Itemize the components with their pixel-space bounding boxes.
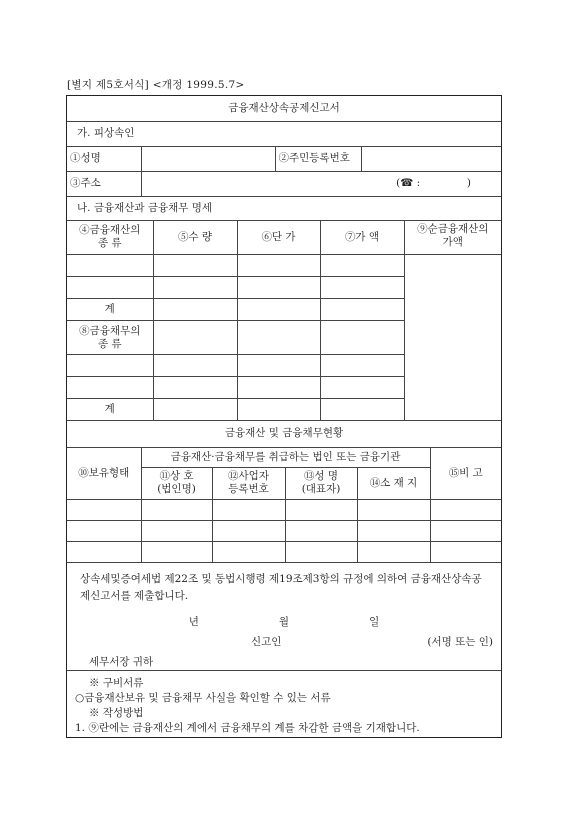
debt-row-cell[interactable]: [237, 377, 320, 399]
form-frame: [66, 95, 502, 738]
asset-row-cell[interactable]: [320, 255, 404, 277]
asset-row-cell[interactable]: [67, 255, 153, 277]
net-value-header: ⑨순금융재산의 가액: [404, 221, 501, 255]
quantity-header: ⑤수 량: [153, 221, 237, 255]
section-assets-label: 나. 금융재산과 금융채무 명세: [77, 201, 213, 214]
status-cell[interactable]: [285, 520, 357, 541]
rrn-field[interactable]: [361, 146, 501, 171]
debt-subtotal-label: 계: [67, 399, 153, 421]
status-cell[interactable]: [141, 520, 212, 541]
rrn-label: ②주민등록번호: [278, 152, 350, 164]
status-cell[interactable]: [285, 499, 357, 520]
holding-type-header: ⑩보유형태: [67, 447, 141, 499]
address-label: ③주소: [70, 177, 101, 189]
asset-subtotal-cell[interactable]: [153, 299, 237, 321]
signature-label: (서명 또는 인): [427, 635, 493, 648]
declaration-block: [67, 563, 501, 671]
debt-subtotal-cell[interactable]: [153, 399, 237, 421]
status-cell[interactable]: [357, 520, 430, 541]
notes-block: [67, 671, 501, 735]
name-label: ①성명: [70, 152, 101, 164]
asset-subtotal-label: 계: [67, 299, 153, 321]
asset-row-cell[interactable]: [153, 255, 237, 277]
status-cell[interactable]: [67, 499, 141, 520]
debt-row-cell[interactable]: [320, 377, 404, 399]
debt-row-cell[interactable]: [153, 355, 237, 377]
reporter-label: 신고인: [251, 635, 282, 648]
status-cell[interactable]: [212, 499, 285, 520]
status-table: [67, 421, 501, 563]
name-field[interactable]: [141, 146, 275, 171]
location-header: ⑭소 재 지: [357, 467, 430, 499]
debt-row-cell[interactable]: [320, 355, 404, 377]
asset-row-cell[interactable]: [320, 277, 404, 299]
method-item: 1. ⑨란에는 금융재산의 계에서 금융채무의 계를 차감한 금액을 기재합니다.: [75, 721, 420, 734]
value-header: ⑦가 액: [320, 221, 404, 255]
debt-subtotal-cell[interactable]: [320, 399, 404, 421]
phone-label: (☎ : ): [396, 177, 471, 189]
biz-number-header: ⑫사업자 등록번호: [212, 467, 285, 499]
debt-row-cell[interactable]: [67, 355, 153, 377]
address-field[interactable]: [141, 171, 501, 196]
assets-debts-table: [67, 221, 501, 422]
status-cell[interactable]: [357, 541, 430, 562]
status-cell[interactable]: [430, 520, 501, 541]
required-docs-title: ※ 구비서류: [89, 676, 144, 689]
status-cell[interactable]: [212, 520, 285, 541]
asset-subtotal-cell[interactable]: [320, 299, 404, 321]
institution-header: 금융재산·금융채무를 취급하는 법인 또는 금융기관: [141, 447, 430, 467]
status-cell[interactable]: [141, 541, 212, 562]
debt-row-cell[interactable]: [320, 321, 404, 355]
status-title: 금융재산 및 금융채무현황: [67, 421, 501, 447]
status-cell[interactable]: [430, 541, 501, 562]
status-cell[interactable]: [67, 520, 141, 541]
debt-row-cell[interactable]: [67, 377, 153, 399]
section-decedent-label: 가. 피상속인: [77, 127, 135, 139]
debt-row-cell[interactable]: [153, 377, 237, 399]
debt-subtotal-cell[interactable]: [237, 399, 320, 421]
status-cell[interactable]: [357, 499, 430, 520]
asset-subtotal-cell[interactable]: [237, 299, 320, 321]
debt-type-header: ⑧금융채무의 종 류: [67, 321, 153, 355]
method-title: ※ 작성방법: [89, 706, 144, 719]
remarks-header: ⑮비 고: [430, 447, 501, 499]
date-line: 년 월 일: [188, 615, 380, 628]
debt-row-cell[interactable]: [237, 321, 320, 355]
status-cell[interactable]: [67, 541, 141, 562]
form-number-header: [별지 제5호서식] <개정 1999.5.7>: [67, 79, 245, 91]
asset-type-header: ④금융재산의 종 류: [67, 221, 153, 255]
required-docs-item: ○금융재산보유 및 금융채무 사실을 확인할 수 있는 서류: [75, 691, 331, 704]
asset-row-cell[interactable]: [67, 277, 153, 299]
net-value-field[interactable]: [404, 255, 501, 421]
representative-header: ⑬성 명 (대표자): [285, 467, 357, 499]
declaration-text: 상속세및증여세법 제22조 및 동법시행령 제19조제3항의 규정에 의하여 금융재산상속공제신고서를 제출합니다.: [80, 572, 482, 602]
decedent-table: [67, 96, 501, 221]
unit-price-header: ⑥단 가: [237, 221, 320, 255]
addressee: 세무서장 귀하: [89, 655, 154, 668]
asset-row-cell[interactable]: [237, 277, 320, 299]
debt-row-cell[interactable]: [153, 321, 237, 355]
status-cell[interactable]: [212, 541, 285, 562]
status-cell[interactable]: [141, 499, 212, 520]
status-cell[interactable]: [430, 499, 501, 520]
debt-row-cell[interactable]: [237, 355, 320, 377]
asset-row-cell[interactable]: [153, 277, 237, 299]
form-title: 금융재산상속공제신고서: [228, 101, 340, 114]
status-cell[interactable]: [285, 541, 357, 562]
asset-row-cell[interactable]: [237, 255, 320, 277]
company-name-header: ⑪상 호 (법인명): [141, 467, 212, 499]
